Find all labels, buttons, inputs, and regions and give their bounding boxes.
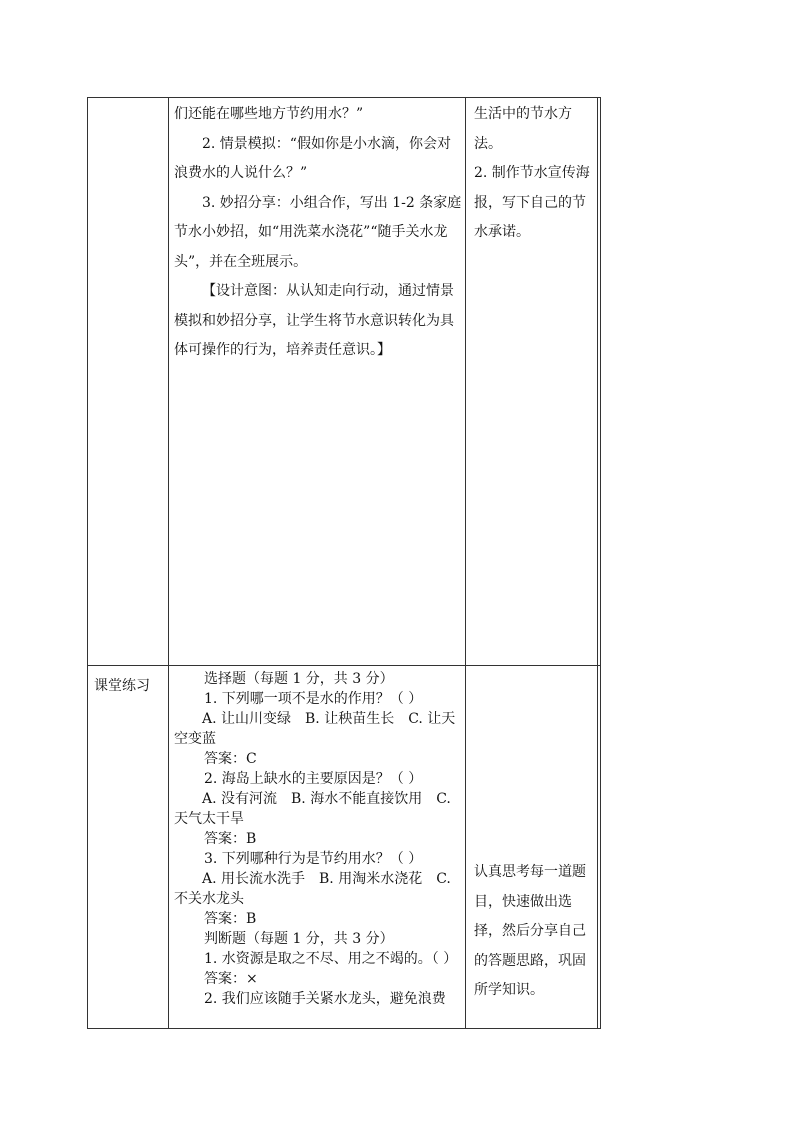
- content-paragraph: 2. 情景模拟：“假如你是小水滴，你会对浪费水的人说什么？”: [174, 135, 451, 181]
- column-divider-3: [597, 97, 598, 1029]
- question: 1. 水资源是取之不尽、用之不竭的。（ ）: [204, 951, 458, 967]
- question: 2. 我们应该随手关紧水龙头，避免浪费: [204, 991, 446, 1007]
- content-paragraph: 们还能在哪些地方节约用水？”: [174, 106, 364, 122]
- answer: 答案：C: [204, 751, 257, 767]
- question: 2. 海岛上缺水的主要原因是？（ ）: [204, 771, 423, 787]
- question: 1. 下列哪一项不是水的作用？（ ）: [204, 691, 423, 707]
- table-border-top: [87, 97, 601, 98]
- activity-paragraph: 认真思考每一道题目，快速做出选择，然后分享自己的答题思路，巩固所学知识。: [474, 864, 586, 998]
- row-divider: [87, 665, 601, 666]
- column-divider-2: [465, 97, 466, 1029]
- options: A. 没有河流 B. 海水不能直接饮用 C. 天气太干旱: [174, 791, 451, 827]
- options: A. 用长流水洗手 B. 用淘米水浇花 C. 不关水龙头: [174, 871, 451, 907]
- top-row-content-cell: [174, 100, 462, 366]
- section-heading: 选择题（每题 1 分，共 3 分）: [204, 671, 394, 687]
- table-border-bottom: [87, 1028, 601, 1029]
- content-paragraph: 3. 妙招分享：小组合作，写出 1-2 条家庭节水小妙招，如“用洗菜水浇花”“随手关水龙头”，并在全班展示。: [174, 194, 462, 270]
- lesson-plan-table: [87, 97, 601, 1029]
- options: A. 让山川变绿 B. 让秧苗生长 C. 让天空变蓝: [174, 711, 456, 747]
- question: 3. 下列哪种行为是节约用水？（ ）: [204, 851, 423, 867]
- practice-row-activity-cell: [474, 858, 590, 1006]
- section-heading: 判断题（每题 1 分，共 3 分）: [204, 931, 394, 947]
- answer: 答案：B: [204, 831, 257, 847]
- practice-row-label: 课堂练习: [94, 678, 150, 694]
- answer: 答案：×: [204, 971, 258, 987]
- table-border-left: [87, 97, 88, 1029]
- answer: 答案：B: [204, 911, 257, 927]
- practice-row-content-cell: [174, 669, 462, 1009]
- activity-paragraph: 2. 制作节水宣传海报，写下自己的节水承诺。: [474, 165, 590, 240]
- table-border-right: [600, 97, 601, 1029]
- activity-paragraph: 生活中的节水方法。: [474, 106, 572, 152]
- design-intent-paragraph: 【设计意图：从认知走向行动，通过情景模拟和妙招分享，让学生将节水意识转化为具体可操作的行为，培养责任意识。】: [174, 283, 454, 358]
- column-divider-1: [168, 97, 169, 1029]
- top-row-activity-cell: [474, 100, 590, 248]
